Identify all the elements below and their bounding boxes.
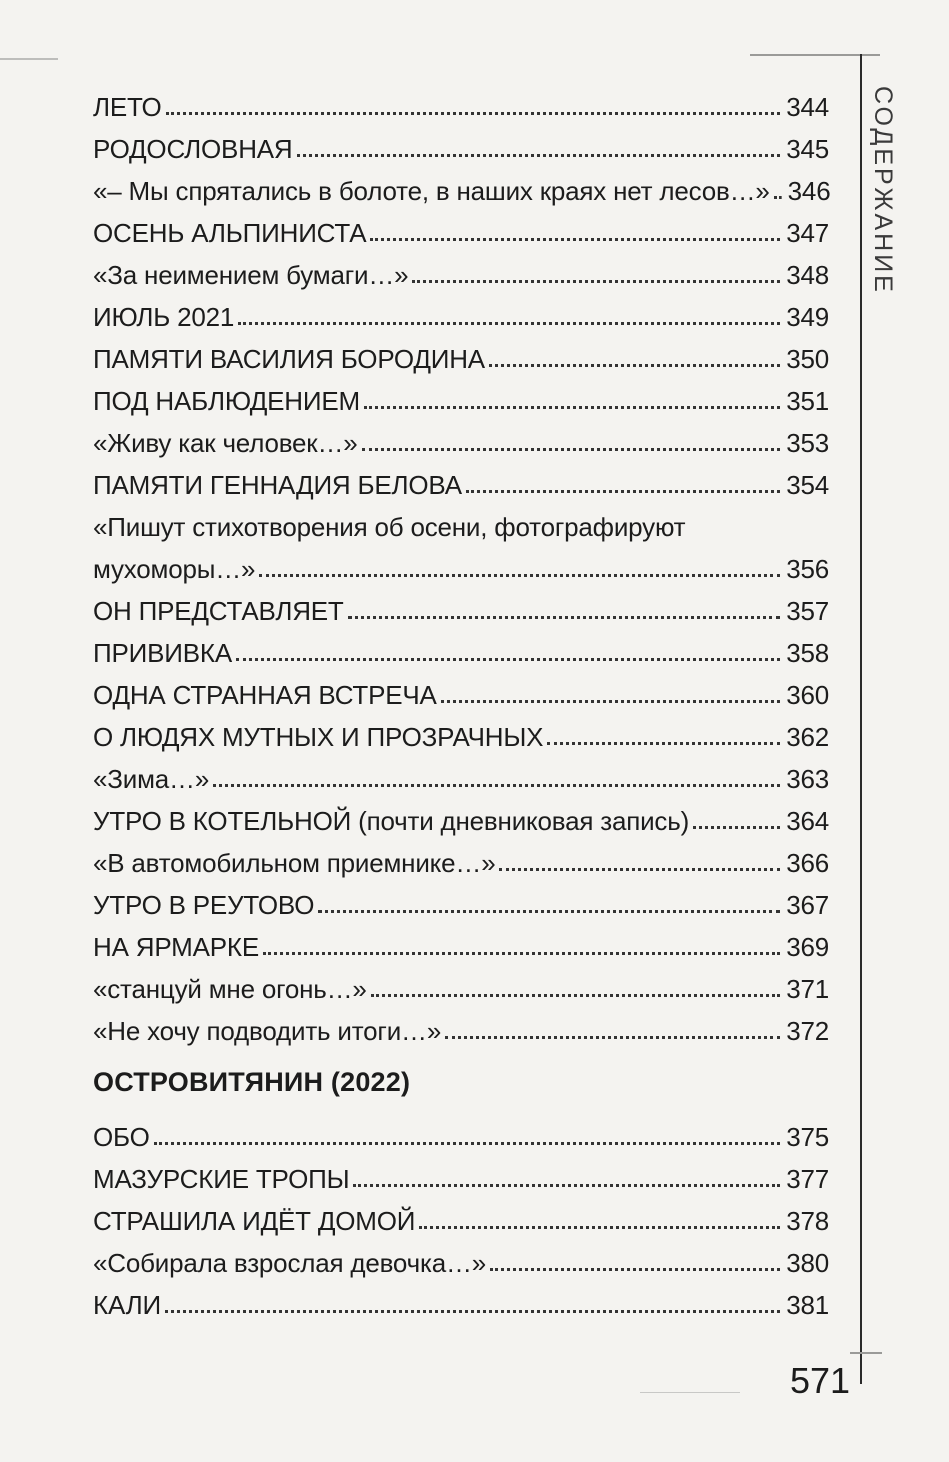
entry-page: 381 xyxy=(786,1290,829,1320)
toc-entry xyxy=(93,836,829,878)
leader-dots xyxy=(364,406,780,409)
leader-dots xyxy=(371,994,781,997)
toc-entry xyxy=(93,962,829,1004)
entry-page: 358 xyxy=(786,638,829,668)
toc-entry xyxy=(93,794,829,836)
entry-page: 380 xyxy=(786,1248,829,1278)
toc-entry-first-line xyxy=(93,500,829,542)
toc-entry xyxy=(93,878,829,920)
toc-entry xyxy=(93,248,829,290)
entry-page: 366 xyxy=(786,848,829,878)
entry-title: «Живу как человек…» xyxy=(93,428,358,458)
entry-title: ОДНА СТРАННАЯ ВСТРЕЧА xyxy=(93,680,437,710)
leader-dots xyxy=(412,280,780,283)
leader-dots xyxy=(154,1142,781,1145)
entry-page: 345 xyxy=(786,134,829,164)
toc-entry xyxy=(93,374,829,416)
toc-entry xyxy=(93,1278,829,1320)
entry-page: 357 xyxy=(786,596,829,626)
entry-title: НА ЯРМАРКЕ xyxy=(93,932,259,962)
entry-title: УТРО В КОТЕЛЬНОЙ (почти дневниковая запись) xyxy=(93,806,690,836)
toc-entry xyxy=(93,290,829,332)
leader-dots xyxy=(236,658,780,661)
entry-title: «– Мы спрятались в болоте, в наших краях нет лесов…» xyxy=(93,176,770,206)
margin-vertical-rule xyxy=(860,54,862,1384)
entry-title: ОН ПРЕДСТАВЛЯЕТ xyxy=(93,596,344,626)
toc-entry xyxy=(93,710,829,752)
leader-dots xyxy=(774,196,782,199)
entry-page: 349 xyxy=(786,302,829,332)
toc-entry xyxy=(93,542,829,584)
entry-title: ПАМЯТИ ВАСИЛИЯ БОРОДИНА xyxy=(93,344,485,374)
leader-dots xyxy=(499,868,780,871)
entry-title: УТРО В РЕУТОВО xyxy=(93,890,315,920)
toc-entry xyxy=(93,416,829,458)
page-number: 571 xyxy=(790,1360,851,1401)
toc-entry xyxy=(93,164,829,206)
entry-page: 367 xyxy=(786,890,829,920)
leader-dots xyxy=(213,784,780,787)
leader-dots xyxy=(445,1036,780,1039)
entry-page: 347 xyxy=(786,218,829,248)
leader-dots xyxy=(419,1226,780,1229)
entry-title: ЛЕТО xyxy=(93,92,162,122)
leader-dots xyxy=(263,952,780,955)
entry-page: 356 xyxy=(786,554,829,584)
toc-entry xyxy=(93,668,829,710)
entry-title: О ЛЮДЯХ МУТНЫХ И ПРОЗРАЧНЫХ xyxy=(93,722,544,752)
entry-title: «За неимением бумаги…» xyxy=(93,260,409,290)
bottom-right-rule xyxy=(850,1352,882,1354)
entry-title: «Собирала взрослая девочка…» xyxy=(93,1248,487,1278)
entry-title: ОСЕНЬ АЛЬПИНИСТА xyxy=(93,218,367,248)
leader-dots xyxy=(166,112,781,115)
toc-entry xyxy=(93,122,829,164)
entry-page: 353 xyxy=(786,428,829,458)
entry-title: «В автомобильном приемнике…» xyxy=(93,848,496,878)
bleed-through-rule xyxy=(640,1392,740,1393)
entry-title: СТРАШИЛА ИДЁТ ДОМОЙ xyxy=(93,1206,416,1236)
entry-page: 354 xyxy=(786,470,829,500)
entry-page: 362 xyxy=(786,722,829,752)
table-of-contents xyxy=(93,80,829,1320)
entry-title: КАЛИ xyxy=(93,1290,162,1320)
entry-title: «Зима…» xyxy=(93,764,210,794)
toc-entry xyxy=(93,1110,829,1152)
entry-page: 378 xyxy=(786,1206,829,1236)
entry-title: ПОД НАБЛЮДЕНИЕМ xyxy=(93,386,360,416)
toc-entry xyxy=(93,1194,829,1236)
toc-entry xyxy=(93,920,829,962)
entry-page: 363 xyxy=(786,764,829,794)
section-heading: ОСТРОВИТЯНИН (2022) xyxy=(93,1067,411,1097)
entry-title-continued: мухоморы…» xyxy=(93,554,256,584)
leader-dots xyxy=(353,1184,780,1187)
leader-dots xyxy=(165,1310,780,1313)
entry-page: 369 xyxy=(786,932,829,962)
leader-dots xyxy=(547,742,780,745)
leader-dots xyxy=(466,490,780,493)
leader-dots xyxy=(370,238,780,241)
toc-entry xyxy=(93,1004,829,1046)
entry-title: «Не хочу подводить итоги…» xyxy=(93,1016,442,1046)
leader-dots xyxy=(362,448,781,451)
leader-dots xyxy=(318,910,780,913)
entry-title: МАЗУРСКИЕ ТРОПЫ xyxy=(93,1164,350,1194)
toc-entry xyxy=(93,80,829,122)
leader-dots xyxy=(441,700,781,703)
leader-dots xyxy=(489,364,780,367)
toc-entry xyxy=(93,1152,829,1194)
entry-title: ОБО xyxy=(93,1122,150,1152)
entry-title: ПАМЯТИ ГЕННАДИЯ БЕЛОВА xyxy=(93,470,462,500)
leader-dots xyxy=(693,826,780,829)
leader-dots xyxy=(297,154,781,157)
entry-page: 351 xyxy=(786,386,829,416)
entry-page: 372 xyxy=(786,1016,829,1046)
running-header: СОДЕРЖАНИЕ xyxy=(869,86,897,295)
leader-dots xyxy=(348,616,781,619)
leader-dots xyxy=(238,322,780,325)
toc-entry xyxy=(93,626,829,668)
leader-dots xyxy=(490,1268,780,1271)
entry-page: 344 xyxy=(786,92,829,122)
toc-entry xyxy=(93,1236,829,1278)
entry-page: 360 xyxy=(786,680,829,710)
leader-dots xyxy=(259,574,780,577)
toc-entry xyxy=(93,206,829,248)
toc-entry xyxy=(93,458,829,500)
entry-page: 371 xyxy=(786,974,829,1004)
entry-title: «Пишут стихотворения об осени, фотографируют xyxy=(93,512,686,542)
top-left-rule xyxy=(0,58,58,60)
entry-title: «станцуй мне огонь…» xyxy=(93,974,367,1004)
entry-page: 377 xyxy=(786,1164,829,1194)
toc-entry xyxy=(93,332,829,374)
entry-page: 375 xyxy=(786,1122,829,1152)
entry-title: ПРИВИВКА xyxy=(93,638,232,668)
entry-page: 350 xyxy=(786,344,829,374)
entry-title: РОДОСЛОВНАЯ xyxy=(93,134,293,164)
entry-page: 348 xyxy=(786,260,829,290)
entry-page: 364 xyxy=(786,806,829,836)
toc-entry xyxy=(93,752,829,794)
entry-page: 346 xyxy=(787,176,831,206)
entry-title: ИЮЛЬ 2021 xyxy=(93,302,235,332)
toc-entry xyxy=(93,584,829,626)
